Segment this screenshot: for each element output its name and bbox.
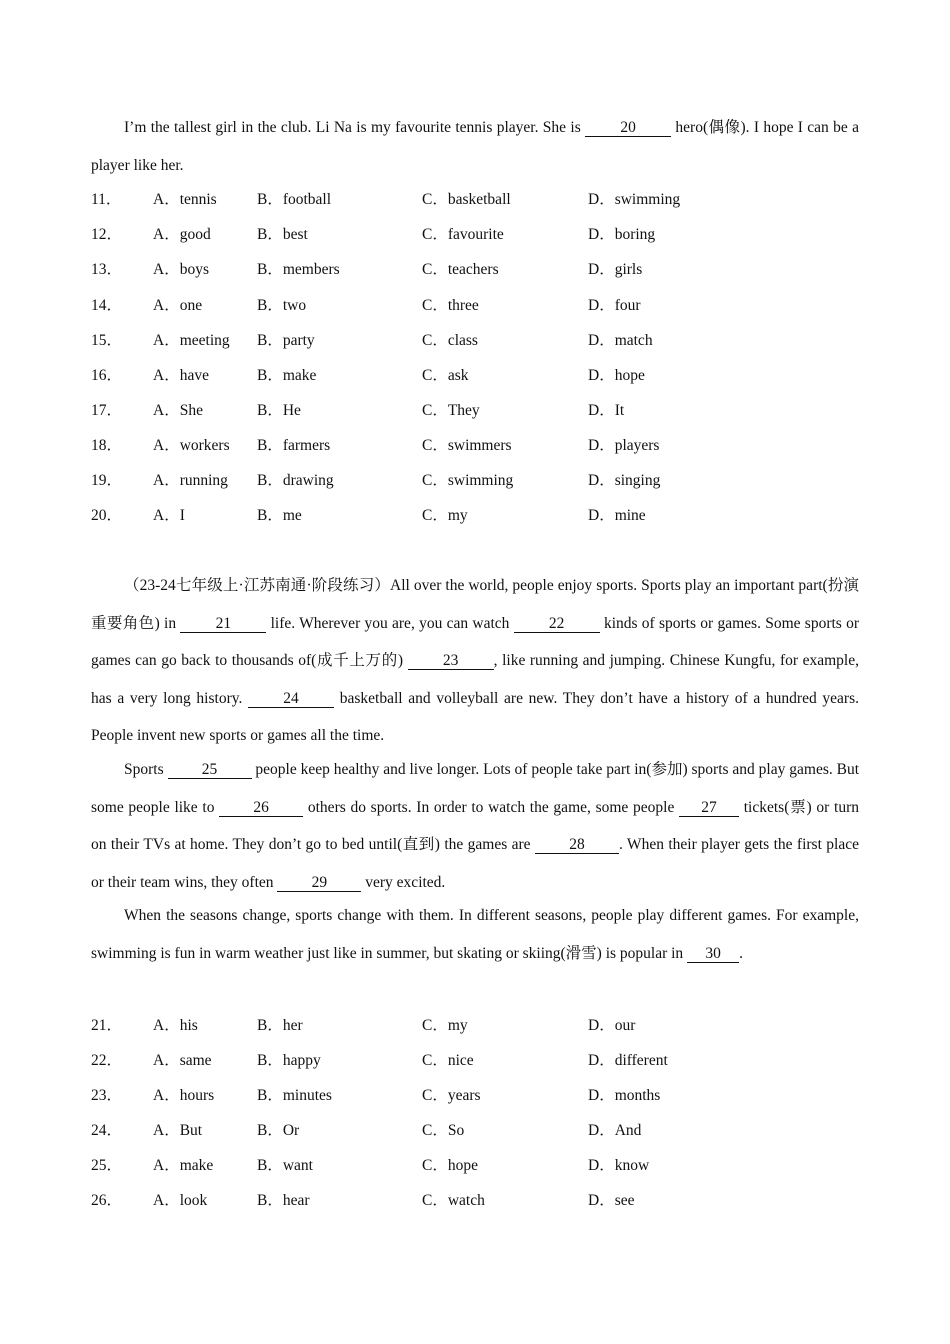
passage-text: . When their player gets the first place or their team wins, they often: [91, 836, 859, 891]
passage-text: people keep healthy and live longer. Lots of people take part in(参加) sports and play games. But some people like to: [91, 761, 860, 816]
passage-text: Sports: [124, 761, 168, 778]
option-a: A．tennis: [153, 191, 217, 208]
question-number: 15．: [91, 332, 123, 349]
question-number: 12．: [91, 226, 123, 243]
passage-paragraph: [91, 897, 859, 972]
option-a: A．same: [153, 1052, 212, 1069]
option-c: C．watch: [422, 1192, 485, 1209]
option-c: C．swimmers: [422, 437, 512, 454]
passage-text: tickets(票) or turn on their TVs at home. They don’t go to bed until(直到) the games are: [91, 798, 859, 853]
option-d: D．months: [588, 1087, 661, 1104]
answer-blank: 30: [687, 945, 739, 963]
passage-text: very excited.: [361, 873, 446, 891]
option-a: A．meeting: [153, 332, 230, 349]
option-a: A．But: [153, 1122, 203, 1139]
question-number: 23．: [91, 1087, 123, 1104]
option-d: D．see: [588, 1192, 635, 1209]
option-a: A．one: [153, 297, 203, 314]
option-d: D．different: [588, 1052, 668, 1069]
option-a: A．running: [153, 472, 228, 489]
option-c: C．class: [422, 332, 478, 349]
option-a: A．have: [153, 367, 209, 384]
option-c: C．swimming: [422, 472, 514, 489]
question-number: 18．: [91, 437, 123, 454]
answer-blank: 27: [679, 799, 739, 817]
option-d: D．four: [588, 297, 641, 314]
option-d: D．And: [588, 1122, 642, 1139]
passage-text: I’m the tallest girl in the club. Li Na is my favourite tennis player. She is: [124, 119, 586, 136]
option-c: C．hope: [422, 1157, 478, 1174]
option-b: B．make: [257, 367, 317, 384]
option-c: C．years: [422, 1087, 481, 1104]
passage-text: life. Wherever you are, you can watch: [266, 614, 514, 632]
answer-blank: 22: [514, 615, 600, 633]
option-b: B．party: [257, 332, 315, 349]
option-d: D．our: [588, 1017, 636, 1034]
answer-blank: 24: [248, 690, 334, 708]
question-number: 20．: [91, 507, 123, 524]
question-number: 17．: [91, 402, 123, 419]
option-c: C．favourite: [422, 226, 504, 243]
option-c: C．So: [422, 1122, 465, 1139]
passage-paragraph: [91, 567, 859, 755]
option-b: B．best: [257, 226, 308, 243]
option-a: A．make: [153, 1157, 214, 1174]
option-c: C．ask: [422, 367, 469, 384]
passage-text: .: [739, 944, 743, 962]
option-c: C．basketball: [422, 191, 511, 208]
option-b: B．two: [257, 297, 307, 314]
passage-text: basketball and volleyball are new. They don’t have a history of a hundred years. People invent new sports or games all the time.: [91, 689, 859, 744]
option-c: C．They: [422, 402, 480, 419]
passage-paragraph: [91, 109, 859, 184]
option-a: A．hours: [153, 1087, 215, 1104]
option-c: C．my: [422, 1017, 468, 1034]
answer-blank: 28: [535, 836, 619, 854]
answer-blank: 25: [168, 761, 252, 779]
option-c: C．nice: [422, 1052, 474, 1069]
option-b: B．football: [257, 191, 332, 208]
option-a: A．boys: [153, 261, 209, 278]
option-c: C．three: [422, 297, 479, 314]
option-b: B．members: [257, 261, 340, 278]
question-number: 11．: [91, 191, 122, 208]
answer-blank: 23: [408, 652, 494, 670]
answer-blank: 20: [585, 119, 671, 137]
option-b: B．minutes: [257, 1087, 332, 1104]
option-b: B．happy: [257, 1052, 321, 1069]
option-d: D．boring: [588, 226, 656, 243]
question-number: 19．: [91, 472, 123, 489]
passage-text: When the seasons change, sports change with them. In different seasons, people play different games. For example, swimming is fun in warm weather just like in summer, but skating or skiing(滑雪) is popular in: [91, 907, 859, 962]
option-d: D．players: [588, 437, 660, 454]
option-d: D．singing: [588, 472, 661, 489]
option-a: A．good: [153, 226, 211, 243]
answer-blank: 26: [219, 799, 303, 817]
question-number: 22．: [91, 1052, 123, 1069]
question-number: 13．: [91, 261, 123, 278]
question-number: 25．: [91, 1157, 123, 1174]
question-number: 16．: [91, 367, 123, 384]
question-number: 26．: [91, 1192, 123, 1209]
option-b: B．her: [257, 1017, 303, 1034]
question-number: 14．: [91, 297, 123, 314]
question-number: 24．: [91, 1122, 123, 1139]
option-b: B．me: [257, 507, 302, 524]
question-number: 21．: [91, 1017, 123, 1034]
option-d: D．match: [588, 332, 653, 349]
option-d: D．girls: [588, 261, 643, 278]
answer-blank: 21: [180, 615, 266, 633]
passage-text: kinds of sports or games. Some sports or games can go back to thousands of(成千上万的): [91, 614, 860, 669]
option-d: D．swimming: [588, 191, 681, 208]
option-d: D．know: [588, 1157, 650, 1174]
option-b: B．drawing: [257, 472, 334, 489]
option-b: B．want: [257, 1157, 313, 1174]
option-a: A．She: [153, 402, 203, 419]
option-c: C．teachers: [422, 261, 499, 278]
option-a: A．workers: [153, 437, 230, 454]
option-a: A．I: [153, 507, 185, 524]
passage-text: , like running and jumping. Chinese Kungfu, for example, has a very long history.: [91, 652, 859, 707]
option-d: D．mine: [588, 507, 646, 524]
option-b: B．Or: [257, 1122, 300, 1139]
passage-text: others do sports. In order to watch the game, some people: [303, 798, 680, 816]
passage-paragraph: [91, 751, 859, 901]
answer-blank: 29: [277, 874, 361, 892]
option-c: C．my: [422, 507, 468, 524]
option-a: A．his: [153, 1017, 198, 1034]
option-d: D．It: [588, 402, 625, 419]
passage-text: hero(偶像). I hope I can be a player like her.: [91, 119, 859, 174]
option-b: B．He: [257, 402, 301, 419]
passage-text: （23-24七年级上·江苏南通·阶段练习）All over the world, people enjoy sports. Sports play an important part(扮演重要角色) in: [91, 577, 859, 632]
option-a: A．look: [153, 1192, 208, 1209]
option-b: B．farmers: [257, 437, 331, 454]
option-d: D．hope: [588, 367, 645, 384]
option-b: B．hear: [257, 1192, 310, 1209]
